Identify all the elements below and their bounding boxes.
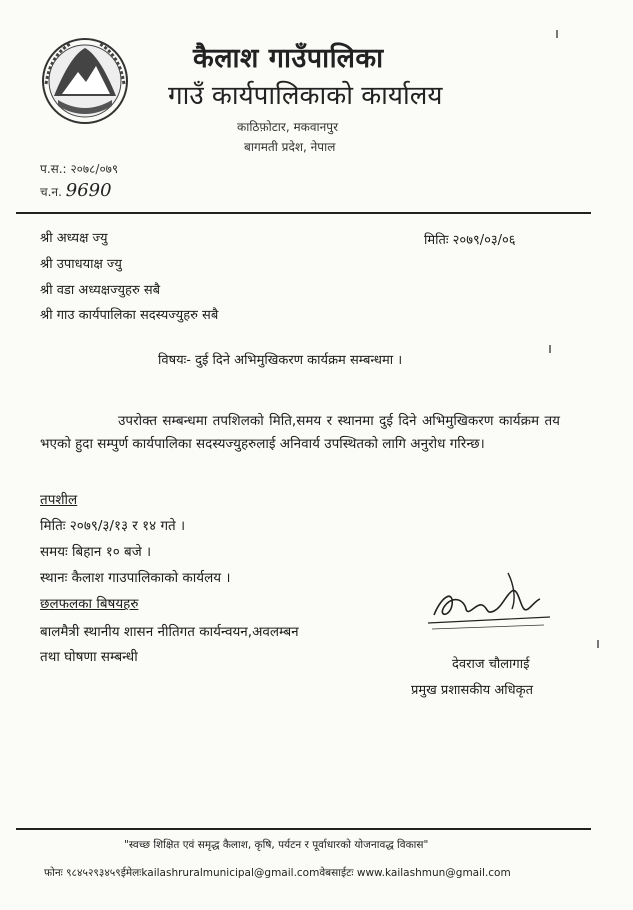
cn-value: 9690	[65, 180, 112, 201]
details-place: स्थानः कैलाश गाउपालिकाको कार्यलय ।	[40, 570, 231, 586]
discussion-line-1: बालमैत्री स्थानीय शासन नीतिगत कार्यन्वयन,अवलम्बन	[40, 624, 299, 640]
ps-value: २०७८/०७९	[70, 162, 119, 176]
header-divider	[16, 212, 591, 214]
office-subtitle: गाउँ कार्यपालिकाको कार्यालय	[168, 81, 443, 111]
office-name: कैलाश गाउँपालिका	[193, 43, 384, 74]
details-time: समयः बिहान १० बजे ।	[40, 544, 152, 560]
nepal-emblem-icon	[40, 36, 130, 126]
details-title: तपशील	[40, 492, 78, 508]
signatory-name: देवराज चौलागाई	[452, 657, 530, 672]
footer-divider	[16, 828, 591, 830]
discussion-line-2: तथा घोषणा सम्बन्धी	[40, 649, 138, 665]
ps-reference	[40, 160, 118, 177]
address-line-2: बागमती प्रदेश, नेपाल	[244, 140, 336, 154]
letter-body: उपरोक्त सम्बन्धमा तपशिलको मिति,समय र स्थानमा दुई दिने अभिमुखिकरण कार्यक्रम तय भएको हुदा सम्पुर्ण कार्यपालिका सदस्यज्युहरुलाई अनिवार्य उपस्थितको लागि अनुरोध गरिन्छ।	[40, 413, 560, 452]
discussion-title: छलफलका बिषयहरु	[40, 596, 139, 612]
letter-subject: विषयः- दुई दिने अभिमुखिकरण कार्यक्रम सम्बन्धमा ।	[158, 353, 403, 368]
addressee-2: श्री उपाधयाक्ष ज्यु	[40, 257, 122, 272]
addressee-3: श्री वडा अध्यक्षज्युहरु सबै	[40, 283, 161, 298]
scan-speck	[597, 640, 599, 648]
signatory-title: प्रमुख प्रशासकीय अधिकृत	[411, 683, 534, 698]
addressee-1: श्री अध्यक्ष ज्यु	[40, 231, 108, 246]
address-line-1: काठिफ़ोटार, मकवानपुर	[237, 120, 339, 134]
footer-slogan: "स्वच्छ शिक्षित एवं समृद्ध कैलाश, कृषि, पर्यटन र पूर्वाधारको योजनावद्ध विकास"	[124, 839, 429, 851]
cn-label: च.न.	[40, 185, 62, 199]
scan-speck	[549, 345, 551, 353]
addressee-4: श्री गाउ कार्यपालिका सदस्यज्युहरु सबै	[40, 308, 219, 323]
details-date: मितिः २०७९/३/१३ र १४ गते ।	[40, 518, 186, 534]
letter-date: मितिः २०७९/०३/०६	[424, 233, 516, 248]
cn-reference	[40, 180, 112, 201]
signature-mark	[424, 565, 554, 635]
scan-speck	[556, 30, 558, 38]
ps-label: प.स.:	[40, 162, 67, 176]
footer-contact: फोनः ९८४५२९३४५९ईमेलःkailashruralmunicipal@gmail.comवेबसाईटः www.kailashmun@gmail.com	[44, 867, 511, 879]
